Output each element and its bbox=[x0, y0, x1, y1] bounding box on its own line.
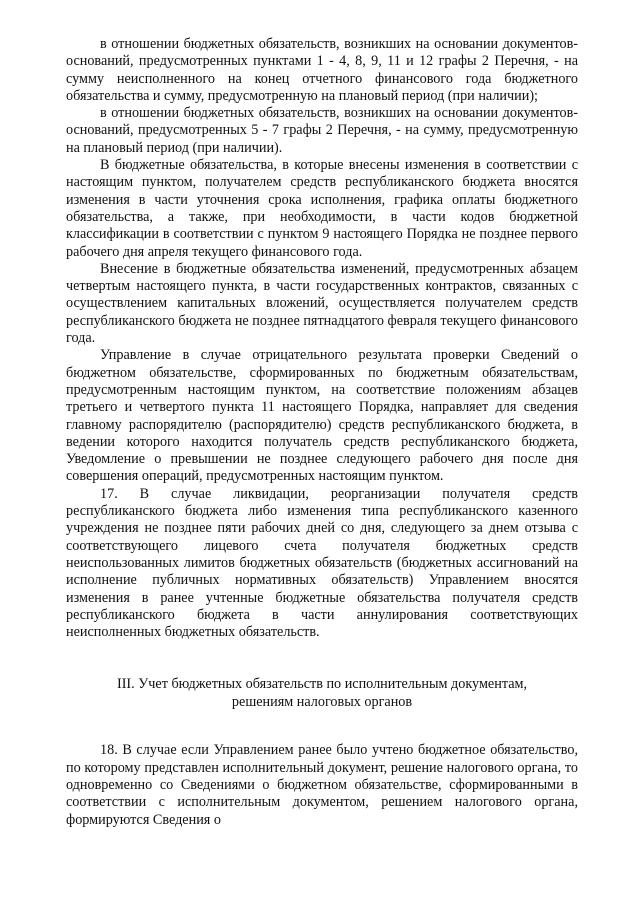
paragraph-capital-investments: Внесение в бюджетные обязательства изменений, предусмотренных абзацем четвертым настоящего пункта, в части государственных контрактов, связанных с осуществлением капитальных вложений, осуществляется получателем средств республиканского бюджета не позднее пятнадцатого февраля текущего финансового года. bbox=[66, 260, 578, 347]
paragraph-negative-check-result: Управление в случае отрицательного результата проверки Сведений о бюджетном обязательстве, сформированных по бюджетным обязательствам, предусмотренным настоящим пунктом, на соответствие положениям абзацев третьего и четвертого пункта 11 настоящего Порядка, направляет для сведения главному распорядителю (распорядителю) средств республиканского бюджета, в ведении которого находится получатель средств республиканского бюджета, Уведомление о превышении не позднее следующего рабочего дня после дня совершения операций, предусмотренных настоящим пунктом. bbox=[66, 347, 578, 485]
paragraph-obligations-items-5-7: в отношении бюджетных обязательств, возникших на основании документов-оснований, предусмотренных 5 - 7 графы 2 Перечня, - на сумму, предусмотренную на плановый период (при наличии). bbox=[66, 105, 578, 156]
document-page bbox=[66, 36, 578, 829]
paragraph-item-17-liquidation: 17. В случае ликвидации, реорганизации получателя средств республиканского бюджета либо изменения типа республиканского казенного учреждения не позднее пяти рабочих дней со дня, следующего за днем отзыва с соответствующего лицевого счета получателя бюджетных средств неиспользованных лимитов бюджетных обязательств (бюджетных ассигнований на исполнение публичных нормативных обязательств) Управлением вносятся изменения в ранее учтенные бюджетные обязательства получателя средств республиканского бюджета в части аннулирования соответствующих неисполненных бюджетных обязательств. bbox=[66, 485, 578, 641]
paragraph-item-18: 18. В случае если Управлением ранее было учтено бюджетное обязательство, по которому представлен исполнительный документ, решение налогового органа, то одновременно со Сведениями о бюджетном обязательстве, сформированными в соответствии с исполнительным документом, решением налогового органа, формируются Сведения о bbox=[66, 742, 578, 828]
paragraph-obligations-items-1-12: в отношении бюджетных обязательств, возникших на основании документов-оснований, предусмотренных пунктами 1 - 4, 8, 9, 11 и 12 графы 2 Перечня, - на сумму неисполненного на конец отчетного финансового года бюджетного обязательства и сумму, предусмотренную на плановый период (при наличии); bbox=[66, 36, 578, 104]
section-title-iii: III. Учет бюджетных обязательств по исполнительным документам, решениям налоговых органов bbox=[116, 676, 528, 711]
paragraph-changes-deadline: В бюджетные обязательства, в которые внесены изменения в соответствии с настоящим пунктом, получателем средств республиканского бюджета вносятся изменения в части уточнения срока исполнения, графика оплаты бюджетного обязательства, а также, при необходимости, в части кодов бюджетной классификации в соответствии с пунктом 9 настоящего Порядка не позднее первого рабочего дня апреля текущего финансового года. bbox=[66, 157, 578, 260]
